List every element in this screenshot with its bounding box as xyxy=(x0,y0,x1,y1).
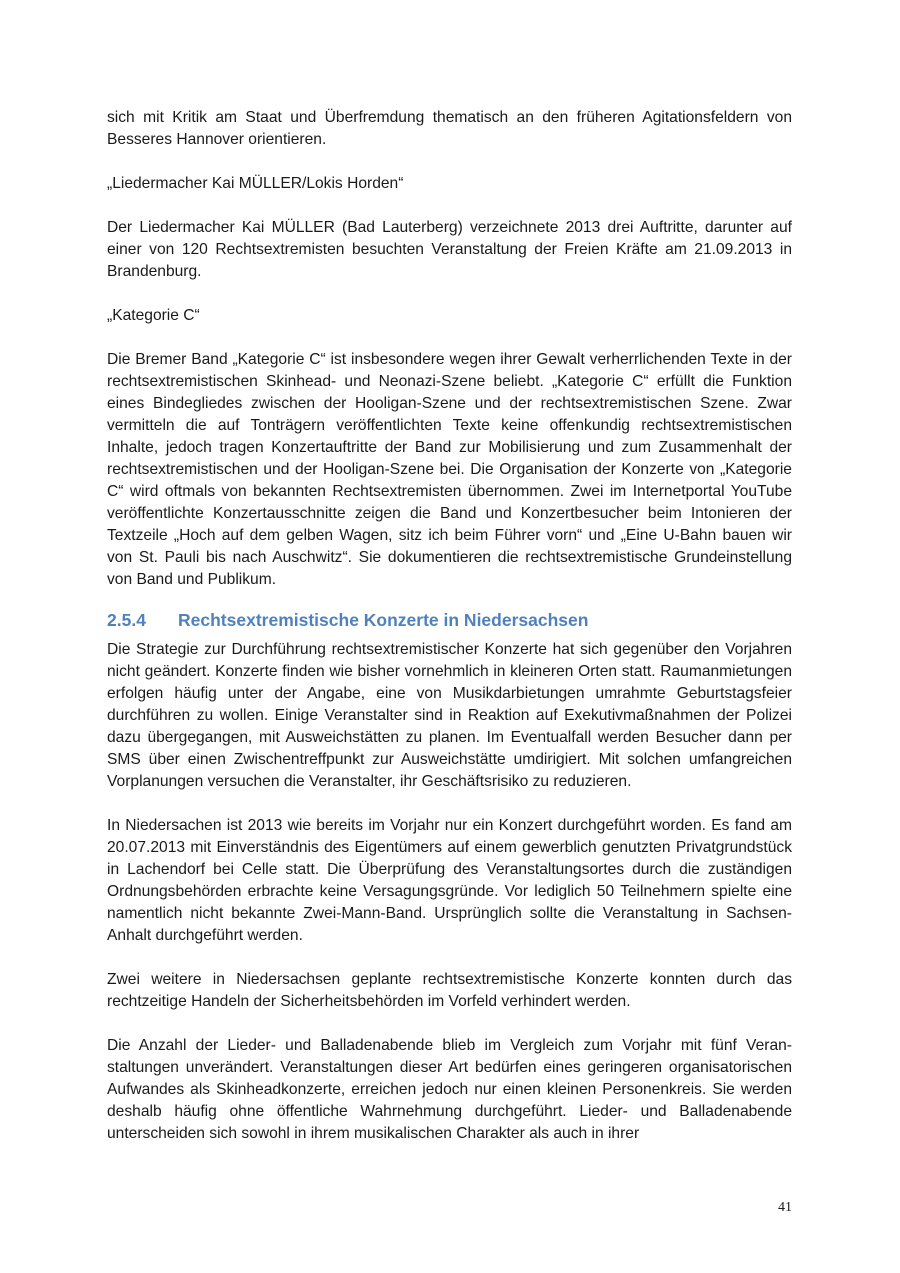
paragraph-kategorie-c: Die Bremer Band „Kategorie C“ ist insbesondere wegen ihrer Gewalt verherrlichenden Texte in der rechtsextremistischen Skinhead- und Neonazi-Szene beliebt. „Kategorie C“ erfüllt die Funktion eines Bindegliedes zwischen der Hooligan-Szene und der rechtsextremistischen Szene. Zwar vermitteln die auf Tonträgern veröffentlichten Texte keine offenkundig rechtsextremistischen Inhalte, jedoch tragen Konzertauftritte der Band zur Mobilisierung und zum Zusammenhalt der rechtsextremistischen und der Hooligan-Szene bei. Die Organisation der Konzerte von „Kategorie C“ wird oftmals von bekannten Rechtsextremisten übernommen. Zwei im Internetportal YouTube veröffentlichte Konzertausschnitte zeigen die Band und Konzertbesucher beim Intonieren der Textzeile „Hoch auf dem gelben Wagen, sitz ich beim Führer vorn“ und „Eine U-Bahn bauen wir von St. Pauli bis nach Auschwitz“. Sie dokumentieren die rechtsextremistische Grundeinstellung von Band und Publikum. xyxy=(107,351,792,588)
section-heading xyxy=(107,607,792,633)
paragraph-balladenabende: Die Anzahl der Lieder- und Balladenabende blieb im Vergleich zum Vorjahr mit fünf Veranstaltungen unverändert. Veranstaltungen dieser Art bedürfen eines geringeren organisatorischen Aufwandes als Skinheadkonzerte, erreichen jedoch nur einen kleinen Personenkreis. Sie werden deshalb häufig ohne öffentliche Wahrnehmung durchgeführt. Lieder- und Balladenabende unterscheiden sich sowohl in ihrem musikalischen Charakter als auch in ihrer xyxy=(107,1037,792,1142)
paragraph-strategie: Die Strategie zur Durchführung rechtsextremistischer Konzerte hat sich gegenüber den Vorjahren nicht geändert. Konzerte finden wie bisher vornehmlich in kleineren Orten statt. Raumanmietungen erfolgen häufig unter der Angabe, eine von Musikdarbietungen umrahmte Geburtstagsfeier durchführen zu wollen. Einige Veranstalter sind in Reaktion auf Exekutivmaßnahmen der Polizei dazu übergegangen, mit Ausweichstätten zu planen. Im Eventualfall werden Besucher dann per SMS über einen Zwischentreffpunkt zur Ausweichstätte umdirigiert. Mit solchen umfangreichen Vorplanungen versuchen die Veranstalter, ihr Geschäftsrisiko zu reduzieren. xyxy=(107,641,792,790)
paragraph-konzert-2013: In Niedersachen ist 2013 wie bereits im Vorjahr nur ein Konzert durchgeführt worden. Es fand am 20.07.2013 mit Einverständnis des Eigentümers auf einem gewerblich genutzten Privatgrundstück in Lachendorf bei Celle statt. Die Überprüfung des Veranstaltungsortes durch die zuständigen Ordnungsbehörden erbrachte keine Versagungsgründe. Vor lediglich 50 Teilnehmern spielte eine namentlich nicht bekannte Zwei-Mann-Band. Ursprünglich sollte die Veranstaltung in Sachsen-Anhalt durchgeführt werden. xyxy=(107,817,792,944)
subheading-liedermacher: „Liedermacher Kai MÜLLER/Lokis Horden“ xyxy=(107,175,404,192)
paragraph-liedermacher: Der Liedermacher Kai MÜLLER (Bad Lauterberg) verzeichnete 2013 drei Auftritte, darunter auf einer von 120 Rechtsextremisten besuchten Veranstaltung der Freien Kräfte am 21.09.2013 in Brandenburg. xyxy=(107,219,792,280)
paragraph-intro: sich mit Kritik am Staat und Überfremdung thematisch an den früheren Agitationsfeldern von Besseres Hannover orientieren. xyxy=(107,109,792,148)
document-page xyxy=(107,107,792,1145)
subheading-kategorie-c: „Kategorie C“ xyxy=(107,307,200,324)
page-number: 41 xyxy=(778,1200,792,1215)
section-title: Rechtsextremistische Konzerte in Niedersachsen xyxy=(178,610,589,630)
paragraph-verhinderte-konzerte: Zwei weitere in Niedersachsen geplante rechtsextremistische Konzerte konnten durch das rechtzeitige Handeln der Sicherheitsbehörden im Vorfeld verhindert werden. xyxy=(107,971,792,1010)
section-number: 2.5.4 xyxy=(107,610,146,630)
